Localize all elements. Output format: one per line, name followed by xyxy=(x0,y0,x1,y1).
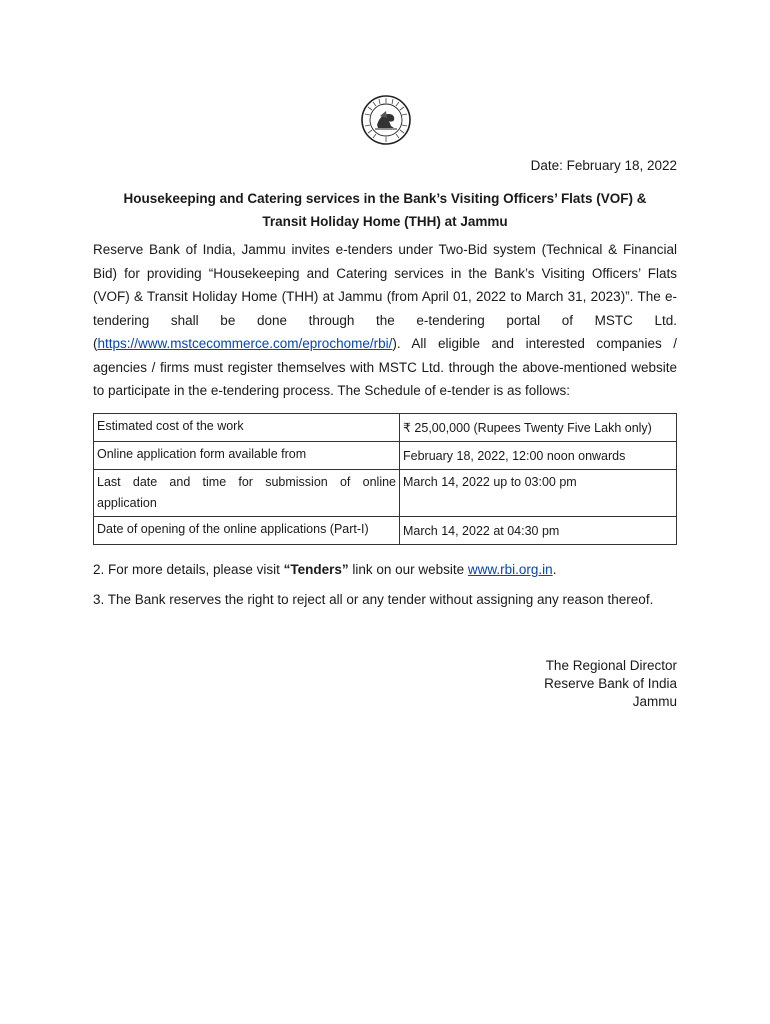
schedule-value: February 18, 2022, 12:00 noon onwards xyxy=(400,442,677,470)
rbi-website-link[interactable]: www.rbi.org.in xyxy=(467,562,553,577)
tenders-keyword: “Tenders” xyxy=(283,562,349,577)
signatory-title: The Regional Director xyxy=(545,658,677,673)
point-2-prefix: 2. For more details, please visit xyxy=(93,562,284,577)
title-line-1: Housekeeping and Catering services in the Bank’s Visiting Officers’ Flats (VOF) & xyxy=(123,191,647,206)
signature-block xyxy=(544,657,677,711)
title-line-2: Transit Holiday Home (THH) at Jammu xyxy=(262,214,508,229)
schedule-label: Estimated cost of the work xyxy=(94,414,400,442)
schedule-label: Last date and time for submission of online application xyxy=(94,470,400,517)
tender-schedule-table xyxy=(93,413,677,545)
schedule-value: March 14, 2022 at 04:30 pm xyxy=(400,517,677,545)
schedule-label: Date of opening of the online applications (Part-I) xyxy=(94,517,400,545)
signatory-location: Jammu xyxy=(632,694,677,709)
document-title xyxy=(93,187,677,233)
table-row xyxy=(94,517,677,545)
point-2-paragraph xyxy=(93,559,677,581)
schedule-label: Online application form available from xyxy=(94,442,400,470)
point-2-suffix: . xyxy=(552,562,557,577)
table-row xyxy=(94,414,677,442)
point-3-paragraph: 3. The Bank reserves the right to reject all or any tender without assigning any reason thereof. xyxy=(93,592,654,607)
point-2-middle: link on our website xyxy=(348,562,468,577)
intro-text-after-link: ). All eligible and interested companies / agencies / firms must register themselves with MSTC Ltd. through the above-mentioned website to participate in the e-tendering process. The Schedule of e-tender is as follows: xyxy=(93,336,677,398)
schedule-value: ₹ 25,00,000 (Rupees Twenty Five Lakh only) xyxy=(400,414,677,442)
mstc-portal-link[interactable]: https://www.mstcecommerce.com/eprochome/rbi/ xyxy=(97,336,393,351)
table-row xyxy=(94,470,677,517)
intro-text-before-link: Reserve Bank of India, Jammu invites e-tenders under Two-Bid system (Technical & Financial Bid) for providing “Housekeeping and Catering services in the Bank’s Visiting Officers’ Flats (VOF) & Transit Holiday Home (THH) at Jammu (from April 01, 2022 to March 31, 2023)”. The e-tendering shall be done through the e-tendering portal of MSTC Ltd. ( xyxy=(93,242,677,351)
document-date: Date: February 18, 2022 xyxy=(530,158,677,173)
intro-paragraph xyxy=(93,238,677,403)
signatory-organization: Reserve Bank of India xyxy=(544,676,677,691)
schedule-value: March 14, 2022 up to 03:00 pm xyxy=(400,470,677,517)
rbi-emblem-seal-icon xyxy=(360,94,412,146)
table-row xyxy=(94,442,677,470)
